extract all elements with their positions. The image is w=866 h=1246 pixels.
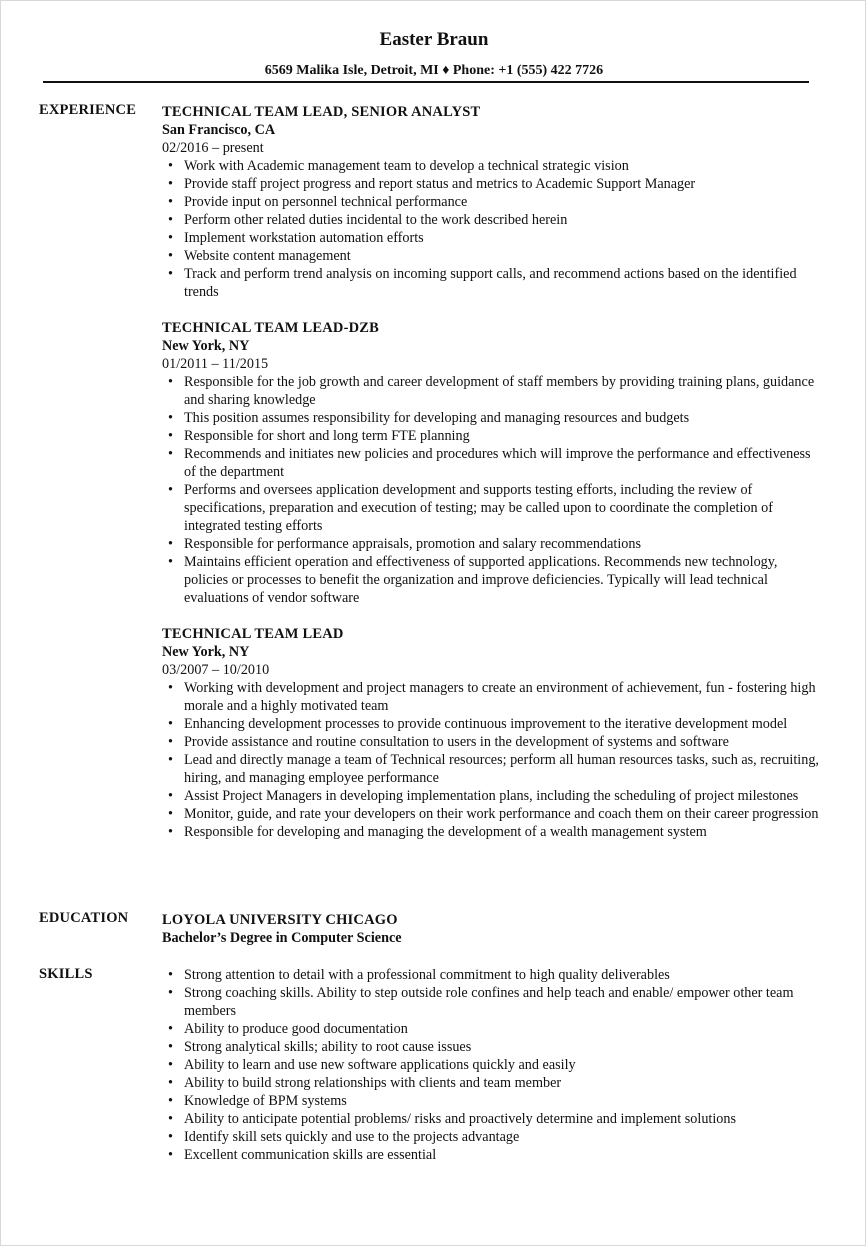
list-item: • Website content management bbox=[162, 247, 822, 265]
skills-section bbox=[162, 966, 822, 1164]
list-item: • Ability to learn and use new software applications quickly and easily bbox=[162, 1056, 822, 1074]
job-bullets bbox=[162, 373, 822, 607]
list-item: • Enhancing development processes to provide continuous improvement to the iterative development model bbox=[162, 715, 822, 733]
list-item: • Perform other related duties incidental to the work described herein bbox=[162, 211, 822, 229]
job-entry bbox=[162, 319, 822, 607]
contact-line: 6569 Malika Isle, Detroit, MI ♦ Phone: +1 (555) 422 7726 bbox=[264, 63, 604, 78]
list-item: • Excellent communication skills are essential bbox=[162, 1146, 822, 1164]
job-dates: 03/2007 – 10/2010 bbox=[162, 662, 270, 678]
list-item: • Provide staff project progress and report status and metrics to Academic Support Manager bbox=[162, 175, 822, 193]
job-bullets bbox=[162, 679, 822, 841]
school-name: LOYOLA UNIVERSITY CHICAGO bbox=[162, 912, 398, 928]
degree: Bachelor’s Degree in Computer Science bbox=[162, 930, 402, 946]
skills-list bbox=[162, 966, 822, 1164]
job-location: New York, NY bbox=[162, 338, 250, 354]
list-item: • Lead and directly manage a team of Technical resources; perform all human resources tasks, such as, recruiting, hiring, and managing employee performance bbox=[162, 751, 822, 787]
job-location: New York, NY bbox=[162, 644, 250, 660]
job-bullets bbox=[162, 157, 822, 301]
job-dates: 01/2011 – 11/2015 bbox=[162, 356, 269, 372]
job-title: TECHNICAL TEAM LEAD, SENIOR ANALYST bbox=[162, 104, 481, 120]
list-item: • Maintains efficient operation and effectiveness of supported applications. Recommends new technology, policies or processes to benefit the organization and improve deficiencies. Typically will lead technical evaluations of vendor software bbox=[162, 553, 822, 607]
list-item: • This position assumes responsibility for developing and managing resources and budgets bbox=[162, 409, 822, 427]
list-item: • Working with development and project managers to create an environment of achievement, fun - fostering high morale and a highly motivated team bbox=[162, 679, 822, 715]
skills-heading: SKILLS bbox=[39, 966, 93, 982]
list-item: • Strong coaching skills. Ability to step outside role confines and help teach and enable/ empower other team members bbox=[162, 984, 822, 1020]
list-item: • Strong analytical skills; ability to root cause issues bbox=[162, 1038, 822, 1056]
list-item: • Performs and oversees application development and supports testing efforts, including the review of specifications, preparation and execution of testing; may be called upon to coordinate the completion of integrated testing efforts bbox=[162, 481, 822, 535]
experience-section bbox=[162, 103, 822, 841]
list-item: • Responsible for performance appraisals, promotion and salary recommendations bbox=[162, 535, 822, 553]
list-item: • Provide assistance and routine consultation to users in the development of systems and software bbox=[162, 733, 822, 751]
job-entry bbox=[162, 103, 822, 301]
list-item: • Responsible for developing and managing the development of a wealth management system bbox=[162, 823, 822, 841]
job-entry bbox=[162, 625, 822, 841]
list-item: • Ability to build strong relationships with clients and team member bbox=[162, 1074, 822, 1092]
education-section bbox=[162, 911, 822, 947]
job-dates: 02/2016 – present bbox=[162, 140, 264, 156]
job-title: TECHNICAL TEAM LEAD bbox=[162, 626, 344, 642]
list-item: • Strong attention to detail with a professional commitment to high quality deliverables bbox=[162, 966, 822, 984]
list-item: • Ability to produce good documentation bbox=[162, 1020, 822, 1038]
list-item: • Implement workstation automation efforts bbox=[162, 229, 822, 247]
experience-heading: EXPERIENCE bbox=[39, 102, 137, 118]
list-item: • Ability to anticipate potential problems/ risks and proactively determine and implement solutions bbox=[162, 1110, 822, 1128]
list-item: • Work with Academic management team to develop a technical strategic vision bbox=[162, 157, 822, 175]
list-item: • Assist Project Managers in developing implementation plans, including the scheduling of project milestones bbox=[162, 787, 822, 805]
education-heading: EDUCATION bbox=[39, 910, 129, 926]
list-item: • Knowledge of BPM systems bbox=[162, 1092, 822, 1110]
job-title: TECHNICAL TEAM LEAD-DZB bbox=[162, 320, 380, 336]
list-item: • Provide input on personnel technical performance bbox=[162, 193, 822, 211]
list-item: • Monitor, guide, and rate your developers on their work performance and coach them on their career progression bbox=[162, 805, 822, 823]
header-divider bbox=[43, 81, 809, 83]
job-location: San Francisco, CA bbox=[162, 122, 276, 138]
list-item: • Responsible for the job growth and career development of staff members by providing training plans, guidance and sharing knowledge bbox=[162, 373, 822, 409]
list-item: • Responsible for short and long term FTE planning bbox=[162, 427, 822, 445]
candidate-name: Easter Braun bbox=[379, 29, 489, 50]
list-item: • Recommends and initiates new policies and procedures which will improve the performance and effectiveness of the department bbox=[162, 445, 822, 481]
list-item: • Identify skill sets quickly and use to the projects advantage bbox=[162, 1128, 822, 1146]
list-item: • Track and perform trend analysis on incoming support calls, and recommend actions based on the identified trends bbox=[162, 265, 822, 301]
